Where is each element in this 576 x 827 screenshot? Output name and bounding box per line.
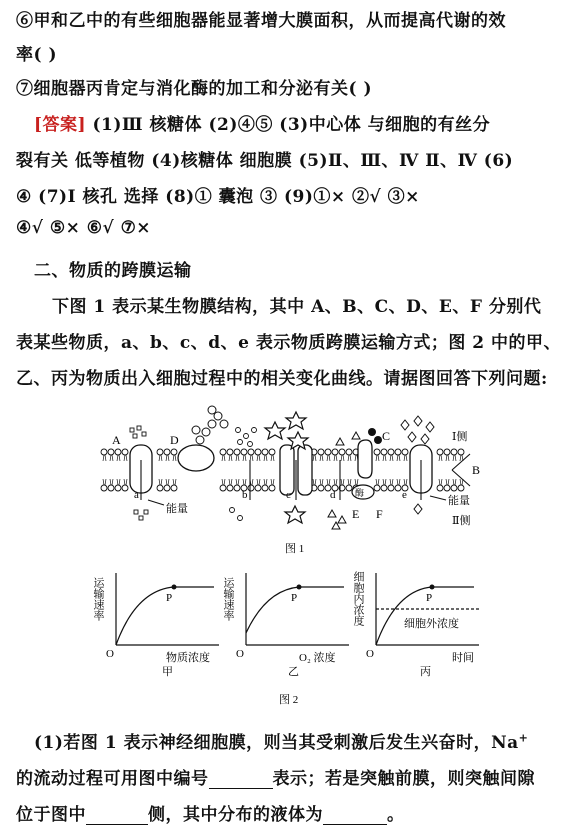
lipid-tail — [439, 479, 442, 485]
lipid-head — [318, 449, 324, 455]
enzyme-label: 酶 — [355, 488, 365, 498]
lipid-head — [388, 449, 394, 455]
lipid-head — [227, 485, 233, 491]
lipid-head — [444, 485, 450, 491]
lipid-tail — [264, 455, 267, 461]
lipid-head — [108, 485, 114, 491]
lipid-head — [255, 449, 261, 455]
intro-line1: 下图 1 表示某生物膜结构，其中 A、B、C、D、E、F 分别代 — [52, 297, 542, 317]
lipid-tail — [117, 455, 120, 461]
panel-3-ylabel: 细胞内浓度 — [352, 571, 364, 626]
lipid-tail — [446, 455, 449, 461]
lipid-tail — [264, 479, 267, 485]
panel-1-point: P — [166, 592, 173, 604]
lipid-head — [269, 449, 275, 455]
lipid-head — [374, 485, 380, 491]
panel-3-xlabel: 时间 — [452, 652, 474, 664]
lipid-tail — [439, 455, 442, 461]
lipid-tail — [453, 455, 456, 461]
lipid-tail — [271, 479, 274, 485]
q1-text-b: 的流动过程可用图中编号 — [16, 769, 209, 789]
answer-line4: ④√ ⑤× ⑥√ ⑦× — [16, 218, 152, 238]
panel-1-origin: O — [106, 648, 114, 660]
label-a: A — [112, 433, 121, 447]
question-1-line3 — [16, 800, 405, 825]
label-energy-right: 能量 — [448, 495, 470, 507]
lipid-tail — [124, 455, 127, 461]
q1-text-e: 侧，其中分布的液体为 — [148, 805, 323, 825]
intro-line2: 表某些物质，a、b、c、d、e 表示物质跨膜运输方式；图 2 中的甲、 — [16, 333, 562, 353]
lipid-head — [451, 449, 457, 455]
lipid-tail — [103, 455, 106, 461]
lipid-tail — [383, 455, 386, 461]
panel-3-ref-label: 细胞外浓度 — [404, 618, 459, 630]
lipid-tail — [166, 479, 169, 485]
lipid-tail — [348, 455, 351, 461]
channel-protein-right — [298, 445, 312, 495]
lipid-tail — [453, 479, 456, 485]
enzyme-protein — [358, 440, 372, 478]
lipid-head — [241, 449, 247, 455]
lipid-head — [374, 449, 380, 455]
lipid-head — [339, 449, 345, 455]
lipid-tail — [159, 479, 162, 485]
lipid-tail — [355, 479, 358, 485]
lipid-head — [171, 449, 177, 455]
lipid-head — [402, 449, 408, 455]
intro-line3: 乙、丙为物质出入细胞过程中的相关变化曲线。请据图回答下列问题: — [16, 369, 548, 389]
label-small-a: a — [134, 489, 139, 501]
lipid-tail — [103, 479, 106, 485]
lipid-head — [101, 449, 107, 455]
label-small-b: b — [242, 489, 248, 501]
q1-text-c: 表示；若是突触前膜，则突触间隙 — [272, 769, 535, 789]
lipid-tail — [446, 479, 449, 485]
lipid-head — [234, 449, 240, 455]
panel-2-xlabel: O₂ 浓度 — [299, 652, 336, 664]
lipid-head — [234, 485, 240, 491]
lipid-head — [458, 449, 464, 455]
lipid-head — [248, 449, 254, 455]
panel-2-ylabel: 运输速率 — [222, 577, 234, 621]
lipid-head — [101, 485, 107, 491]
lipid-tail — [320, 455, 323, 461]
lipid-tail — [341, 479, 344, 485]
panel-2-origin: O — [236, 648, 244, 660]
lipid-head — [115, 449, 121, 455]
lipid-head — [318, 485, 324, 491]
answer-line1 — [34, 110, 490, 135]
lipid-head — [325, 449, 331, 455]
lipid-head — [381, 485, 387, 491]
lipid-head — [262, 449, 268, 455]
label-d: D — [170, 433, 179, 447]
channel-protein-left — [280, 445, 294, 495]
label-b: B — [472, 463, 481, 477]
lipid-tail — [117, 479, 120, 485]
lipid-head — [220, 449, 226, 455]
question-6-line2: 率( ) — [16, 45, 58, 65]
question-1-line2 — [16, 764, 535, 789]
lipid-tail — [110, 479, 113, 485]
lipid-tail — [236, 455, 239, 461]
lipid-head — [255, 485, 261, 491]
lipid-tail — [390, 479, 393, 485]
lipid-head — [171, 485, 177, 491]
lipid-head — [458, 485, 464, 491]
lipid-tail — [313, 479, 316, 485]
label-small-c: c — [286, 489, 291, 501]
lipid-head — [220, 485, 226, 491]
q1-superscript: + — [518, 731, 529, 745]
panel-3-origin: O — [366, 648, 374, 660]
lipid-head — [381, 449, 387, 455]
lipid-tail — [257, 479, 260, 485]
label-f: F — [376, 507, 383, 521]
answer-blank-3[interactable] — [323, 807, 387, 825]
lipid-head — [164, 449, 170, 455]
lipid-tail — [348, 479, 351, 485]
lipid-head — [248, 485, 254, 491]
panel-1-name: 甲 — [162, 666, 173, 678]
panel-3-name: 丙 — [420, 666, 431, 678]
lipid-head — [451, 485, 457, 491]
question-1-line1 — [34, 728, 528, 753]
label-c: C — [382, 429, 391, 443]
lipid-head — [332, 449, 338, 455]
q1-text-d: 位于图中 — [16, 805, 86, 825]
lipid-head — [346, 485, 352, 491]
lipid-tail — [334, 479, 337, 485]
q1-text-a: (1)若图 1 表示神经细胞膜，则当其受刺激后发生兴奋时，Na — [34, 733, 519, 753]
lipid-head — [437, 485, 443, 491]
lipid-head — [262, 485, 268, 491]
lipid-head — [108, 449, 114, 455]
label-energy-left: 能量 — [166, 503, 188, 515]
lipid-tail — [257, 455, 260, 461]
lipid-head — [122, 485, 128, 491]
answer-blank-2[interactable] — [86, 807, 148, 825]
panel-1-ylabel: 运输速率 — [92, 577, 104, 621]
lipid-tail — [404, 455, 407, 461]
lipid-tail — [327, 479, 330, 485]
answer-line3: ④ (7)Ⅰ 核孔 选择 (8)① 囊泡 ③ (9)①× ②√ ③× — [16, 187, 420, 207]
answer-tag: [答案] — [34, 115, 87, 135]
lipid-tail — [397, 479, 400, 485]
figure-2-curves — [94, 565, 494, 715]
answer-text1: (1)Ⅲ 核糖体 (2)④⑤ (3)中心体 与细胞的有丝分 — [92, 115, 491, 135]
figure-1-caption: 图 1 — [285, 543, 305, 555]
lipid-head — [388, 485, 394, 491]
panel-2-point: P — [291, 592, 298, 604]
lipid-head — [164, 485, 170, 491]
lipid-head — [157, 485, 163, 491]
lipid-tail — [404, 479, 407, 485]
lipid-tail — [327, 455, 330, 461]
answer-blank-1[interactable] — [209, 771, 273, 789]
lipid-tail — [222, 455, 225, 461]
q1-text-f: 。 — [387, 805, 405, 825]
lipid-head — [227, 449, 233, 455]
lipid-tail — [236, 479, 239, 485]
lipid-tail — [110, 455, 113, 461]
lipid-head — [157, 449, 163, 455]
figure-1-membrane-diagram — [100, 400, 500, 560]
lipid-head — [346, 449, 352, 455]
lipid-tail — [341, 455, 344, 461]
panel-1-xlabel: 物质浓度 — [166, 652, 210, 664]
lipid-head — [115, 485, 121, 491]
lipid-tail — [376, 455, 379, 461]
lipid-tail — [313, 455, 316, 461]
label-small-d: d — [330, 489, 336, 501]
lipid-tail — [222, 479, 225, 485]
label-side-1: Ⅰ侧 — [452, 431, 468, 443]
question-6-line1: ⑥甲和乙中的有些细胞器能显著增大膜面积，从而提高代谢的效 — [16, 11, 506, 31]
lipid-tail — [320, 479, 323, 485]
lipid-head — [395, 485, 401, 491]
figure-2-caption: 图 2 — [279, 694, 299, 706]
label-e: E — [352, 507, 360, 521]
answer-line2: 裂有关 低等植物 (4)核糖体 细胞膜 (5)Ⅱ、Ⅲ、Ⅳ Ⅱ、Ⅳ (6) — [16, 151, 514, 171]
lipid-head — [444, 449, 450, 455]
lipid-tail — [243, 479, 246, 485]
label-side-2: Ⅱ侧 — [452, 515, 471, 527]
lipid-head — [269, 485, 275, 491]
lipid-tail — [173, 455, 176, 461]
lipid-tail — [124, 479, 127, 485]
question-7: ⑦细胞器丙肯定与消化酶的加工和分泌有关( ) — [16, 79, 373, 99]
lipid-head — [395, 449, 401, 455]
lipid-head — [437, 449, 443, 455]
lipid-tail — [229, 479, 232, 485]
lipid-tail — [383, 479, 386, 485]
lipid-tail — [271, 455, 274, 461]
lipid-tail — [397, 455, 400, 461]
lipid-tail — [334, 455, 337, 461]
lipid-tail — [390, 455, 393, 461]
panel-3-point: P — [426, 592, 433, 604]
lipid-head — [122, 449, 128, 455]
label-small-e: e — [402, 489, 407, 501]
lipid-tail — [166, 455, 169, 461]
lipid-tail — [229, 455, 232, 461]
lipid-tail — [159, 455, 162, 461]
panel-2-name: 乙 — [288, 666, 299, 678]
lipid-tail — [173, 479, 176, 485]
section-title: 二、物质的跨膜运输 — [34, 261, 192, 281]
glycoprotein-d — [178, 445, 214, 471]
lipid-tail — [376, 479, 379, 485]
lipid-tail — [243, 455, 246, 461]
